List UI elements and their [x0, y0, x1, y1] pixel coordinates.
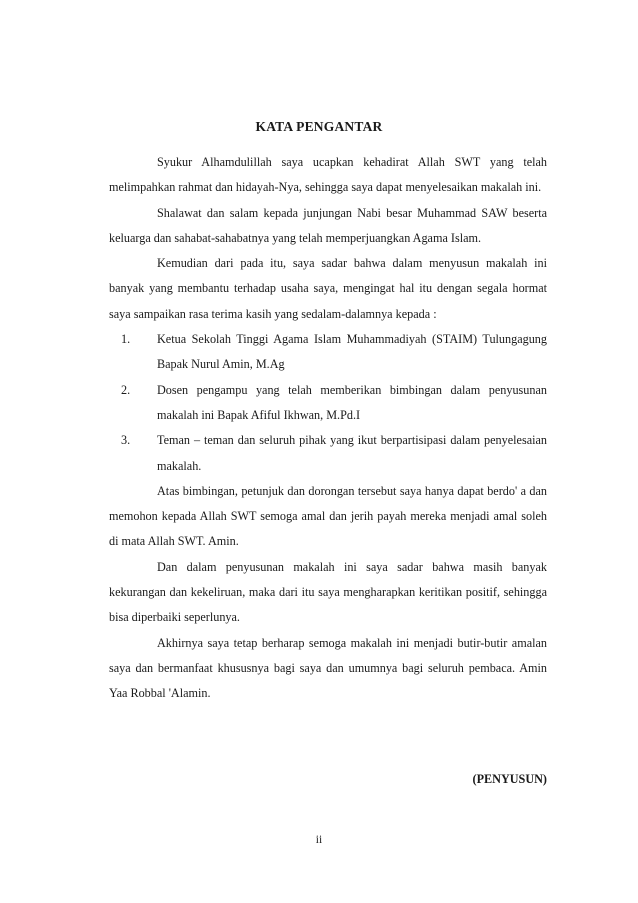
paragraph-shalawat: Shalawat dan salam kepada junjungan Nabi besar Muhammad SAW beserta keluarga dan sahabat-sahabatnya yang telah memperjuangkan Agama Islam.	[109, 205, 547, 245]
paragraph-syukur: Syukur Alhamdulillah saya ucapkan kehadirat Allah SWT yang telah melimpahkan rahmat dan hidayah-Nya, sehingga saya dapat menyelesaikan makalah ini.	[109, 155, 547, 195]
list-number: 2.	[121, 382, 131, 397]
list-text: Teman – teman dan seluruh pihak yang ikut berpartisipasi dalam penyelesaian makalah.	[157, 433, 547, 473]
acknowledgement-list	[109, 327, 547, 479]
paragraph-bimbingan: Atas bimbingan, petunjuk dan dorongan tersebut saya hanya dapat berdo' a dan memohon kepada Allah SWT semoga amal dan jerih payah mereka menjadi amal soleh di mata Allah SWT. Amin.	[109, 483, 547, 549]
list-item	[109, 327, 547, 378]
list-item	[109, 378, 547, 429]
paragraph-terima-kasih: Kemudian dari pada itu, saya sadar bahwa dalam menyusun makalah ini banyak yang membantu terhadap usaha saya, mengingat hal itu dengan segala hormat saya sampaikan rasa terima kasih yang sedalam-dalamnya kepada :	[109, 256, 547, 321]
list-text: Dosen pengampu yang telah memberikan bimbingan dalam penyusunan makalah ini Bapak Afiful Ikhwan, M.Pd.I	[157, 382, 547, 422]
page-number: ii	[315, 834, 323, 846]
paragraph-kekurangan: Dan dalam penyusunan makalah ini saya sadar bahwa masih banyak kekurangan dan kekeliruan, maka dari itu saya mengharapkan keritikan positif, sehingga bisa diperbaiki seperlunya.	[109, 559, 547, 625]
page-title: KATA PENGANTAR	[255, 119, 383, 134]
list-item	[109, 428, 547, 479]
list-number: 1.	[121, 332, 131, 347]
list-number: 3.	[121, 433, 131, 448]
signature: (PENYUSUN)	[472, 772, 547, 786]
paragraph-akhirnya: Akhirnya saya tetap berharap semoga makalah ini menjadi butir-butir amalan saya dan bermanfaat khususnya bagi saya dan umumnya bagi seluruh pembaca. Amin Yaa Robbal 'Alamin.	[109, 635, 547, 701]
document-body	[109, 150, 547, 707]
list-text: Ketua Sekolah Tinggi Agama Islam Muhammadiyah (STAIM) Tulungagung Bapak Nurul Amin, M.Ag	[157, 332, 547, 372]
